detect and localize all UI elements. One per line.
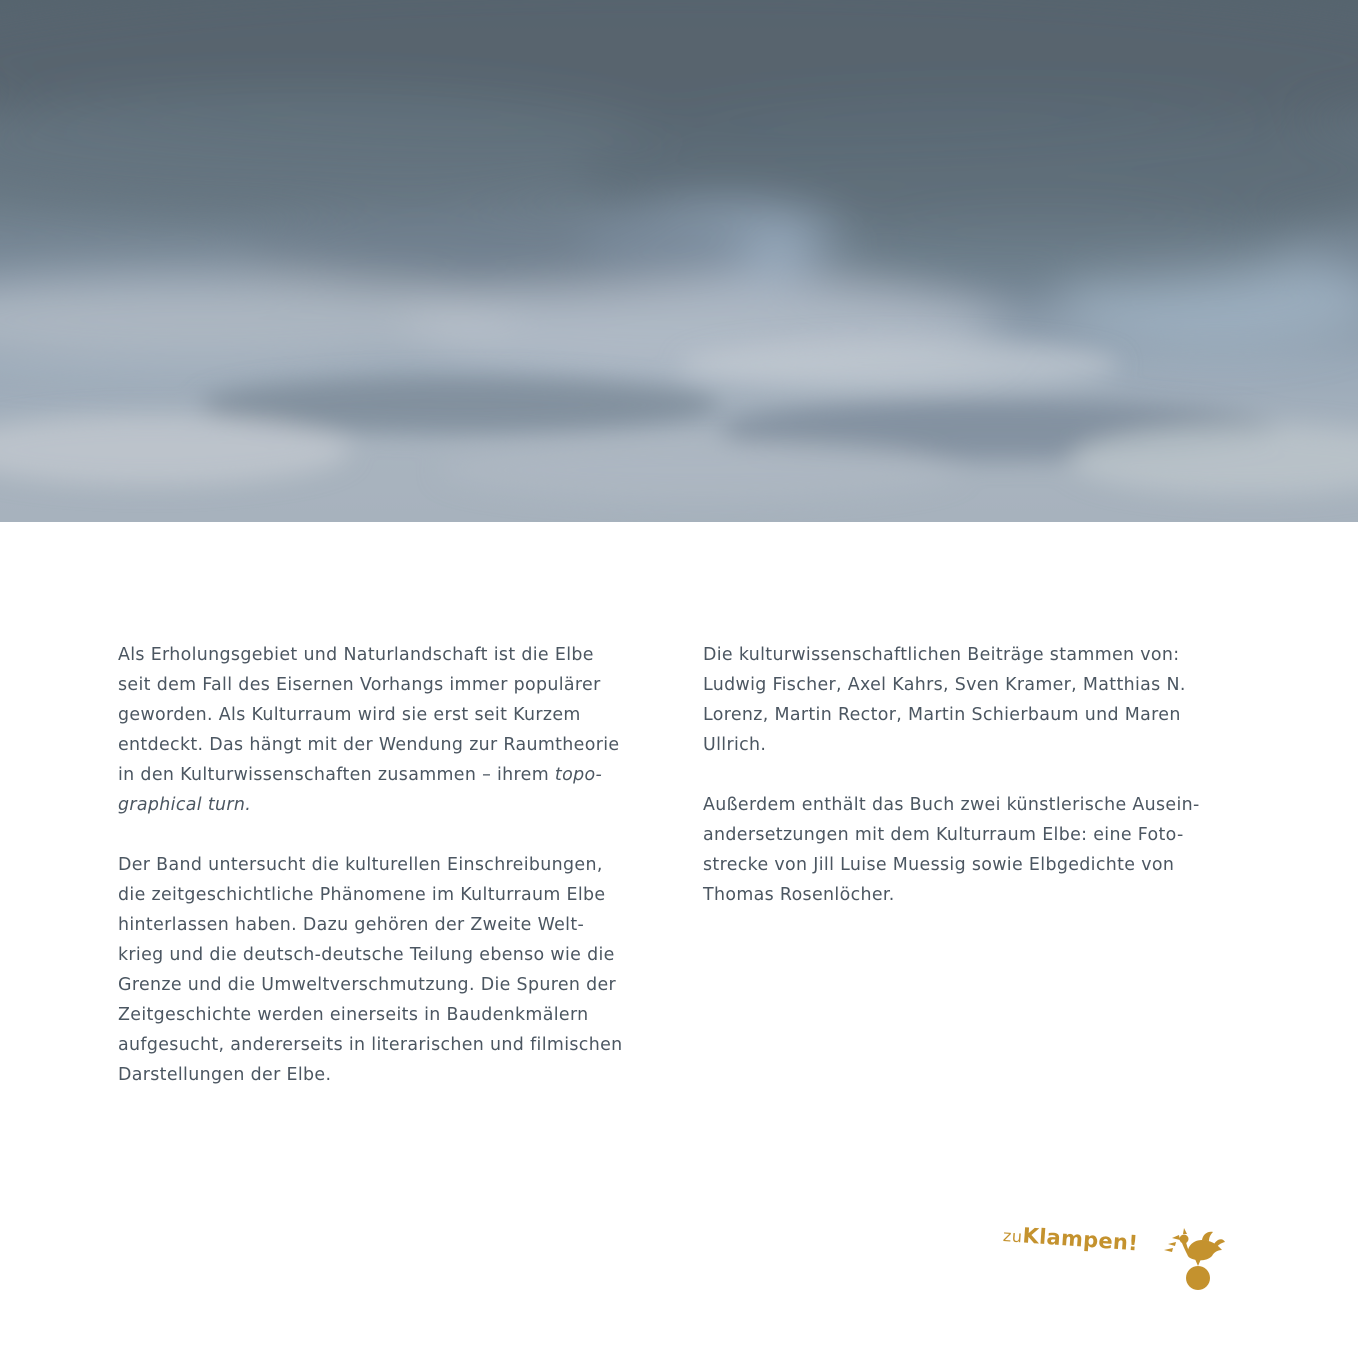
sky-photo [0, 0, 1358, 522]
text-line: krieg und die deutsch-deutsche Teilung ebenso wie die [118, 945, 615, 965]
text-line: Grenze und die Umweltverschmutzung. Die Spuren der [118, 975, 617, 995]
logo-name: Klampen! [1021, 1223, 1139, 1256]
text-line: Ludwig Fischer, Axel Kahrs, Sven Kramer, Matthias N. [703, 675, 1186, 695]
text-line: Die kulturwissenschaftlichen Beiträge stammen von: [703, 645, 1180, 665]
paragraph-gap [703, 760, 1243, 790]
text-segment: in den Kulturwissenschaften zusammen – ihrem [118, 765, 555, 785]
paragraph-gap [118, 820, 658, 850]
text-line: andersetzungen mit dem Kulturraum Elbe: eine Foto- [703, 825, 1184, 845]
text-line: Darstellungen der Elbe. [118, 1065, 332, 1085]
text-line: Thomas Rosenlöcher. [703, 885, 895, 905]
left-column [118, 640, 658, 1090]
text-line: Zeitgeschichte werden einerseits in Baudenkmälern [118, 1005, 589, 1025]
right-column [703, 640, 1243, 910]
text-line: hinterlassen haben. Dazu gehören der Zweite Welt- [118, 915, 585, 935]
text-line: Außerdem enthält das Buch zwei künstlerische Ausein- [703, 795, 1200, 815]
logo-prefix: zu [1002, 1225, 1024, 1247]
logo-wordmark [1002, 1222, 1139, 1255]
text-line: Der Band untersucht die kulturellen Einschreibungen, [118, 855, 603, 875]
publisher-logo [1004, 1220, 1234, 1295]
text-line [118, 760, 658, 790]
text-line: Als Erholungsgebiet und Naturlandschaft ist die Elbe [118, 645, 594, 665]
text-line: die zeitgeschichtliche Phänomene im Kulturraum Elbe [118, 885, 606, 905]
text-line: strecke von Jill Luise Muessig sowie Elbgedichte von [703, 855, 1175, 875]
text-line: entdeckt. Das hängt mit der Wendung zur Raumtheorie [118, 735, 620, 755]
text-line: Ullrich. [703, 735, 767, 755]
italic-term: graphical turn. [118, 795, 252, 815]
text-line: seit dem Fall des Eisernen Vorhangs immer populärer [118, 675, 601, 695]
italic-term: topo- [554, 765, 603, 785]
text-line: aufgesucht, andererseits in literarischen und filmischen [118, 1035, 623, 1055]
text-line: Lorenz, Martin Rector, Martin Schierbaum und Maren [703, 705, 1181, 725]
text-line: geworden. Als Kulturraum wird sie erst seit Kurzem [118, 705, 581, 725]
rooster-on-ball-icon [1162, 1226, 1226, 1292]
